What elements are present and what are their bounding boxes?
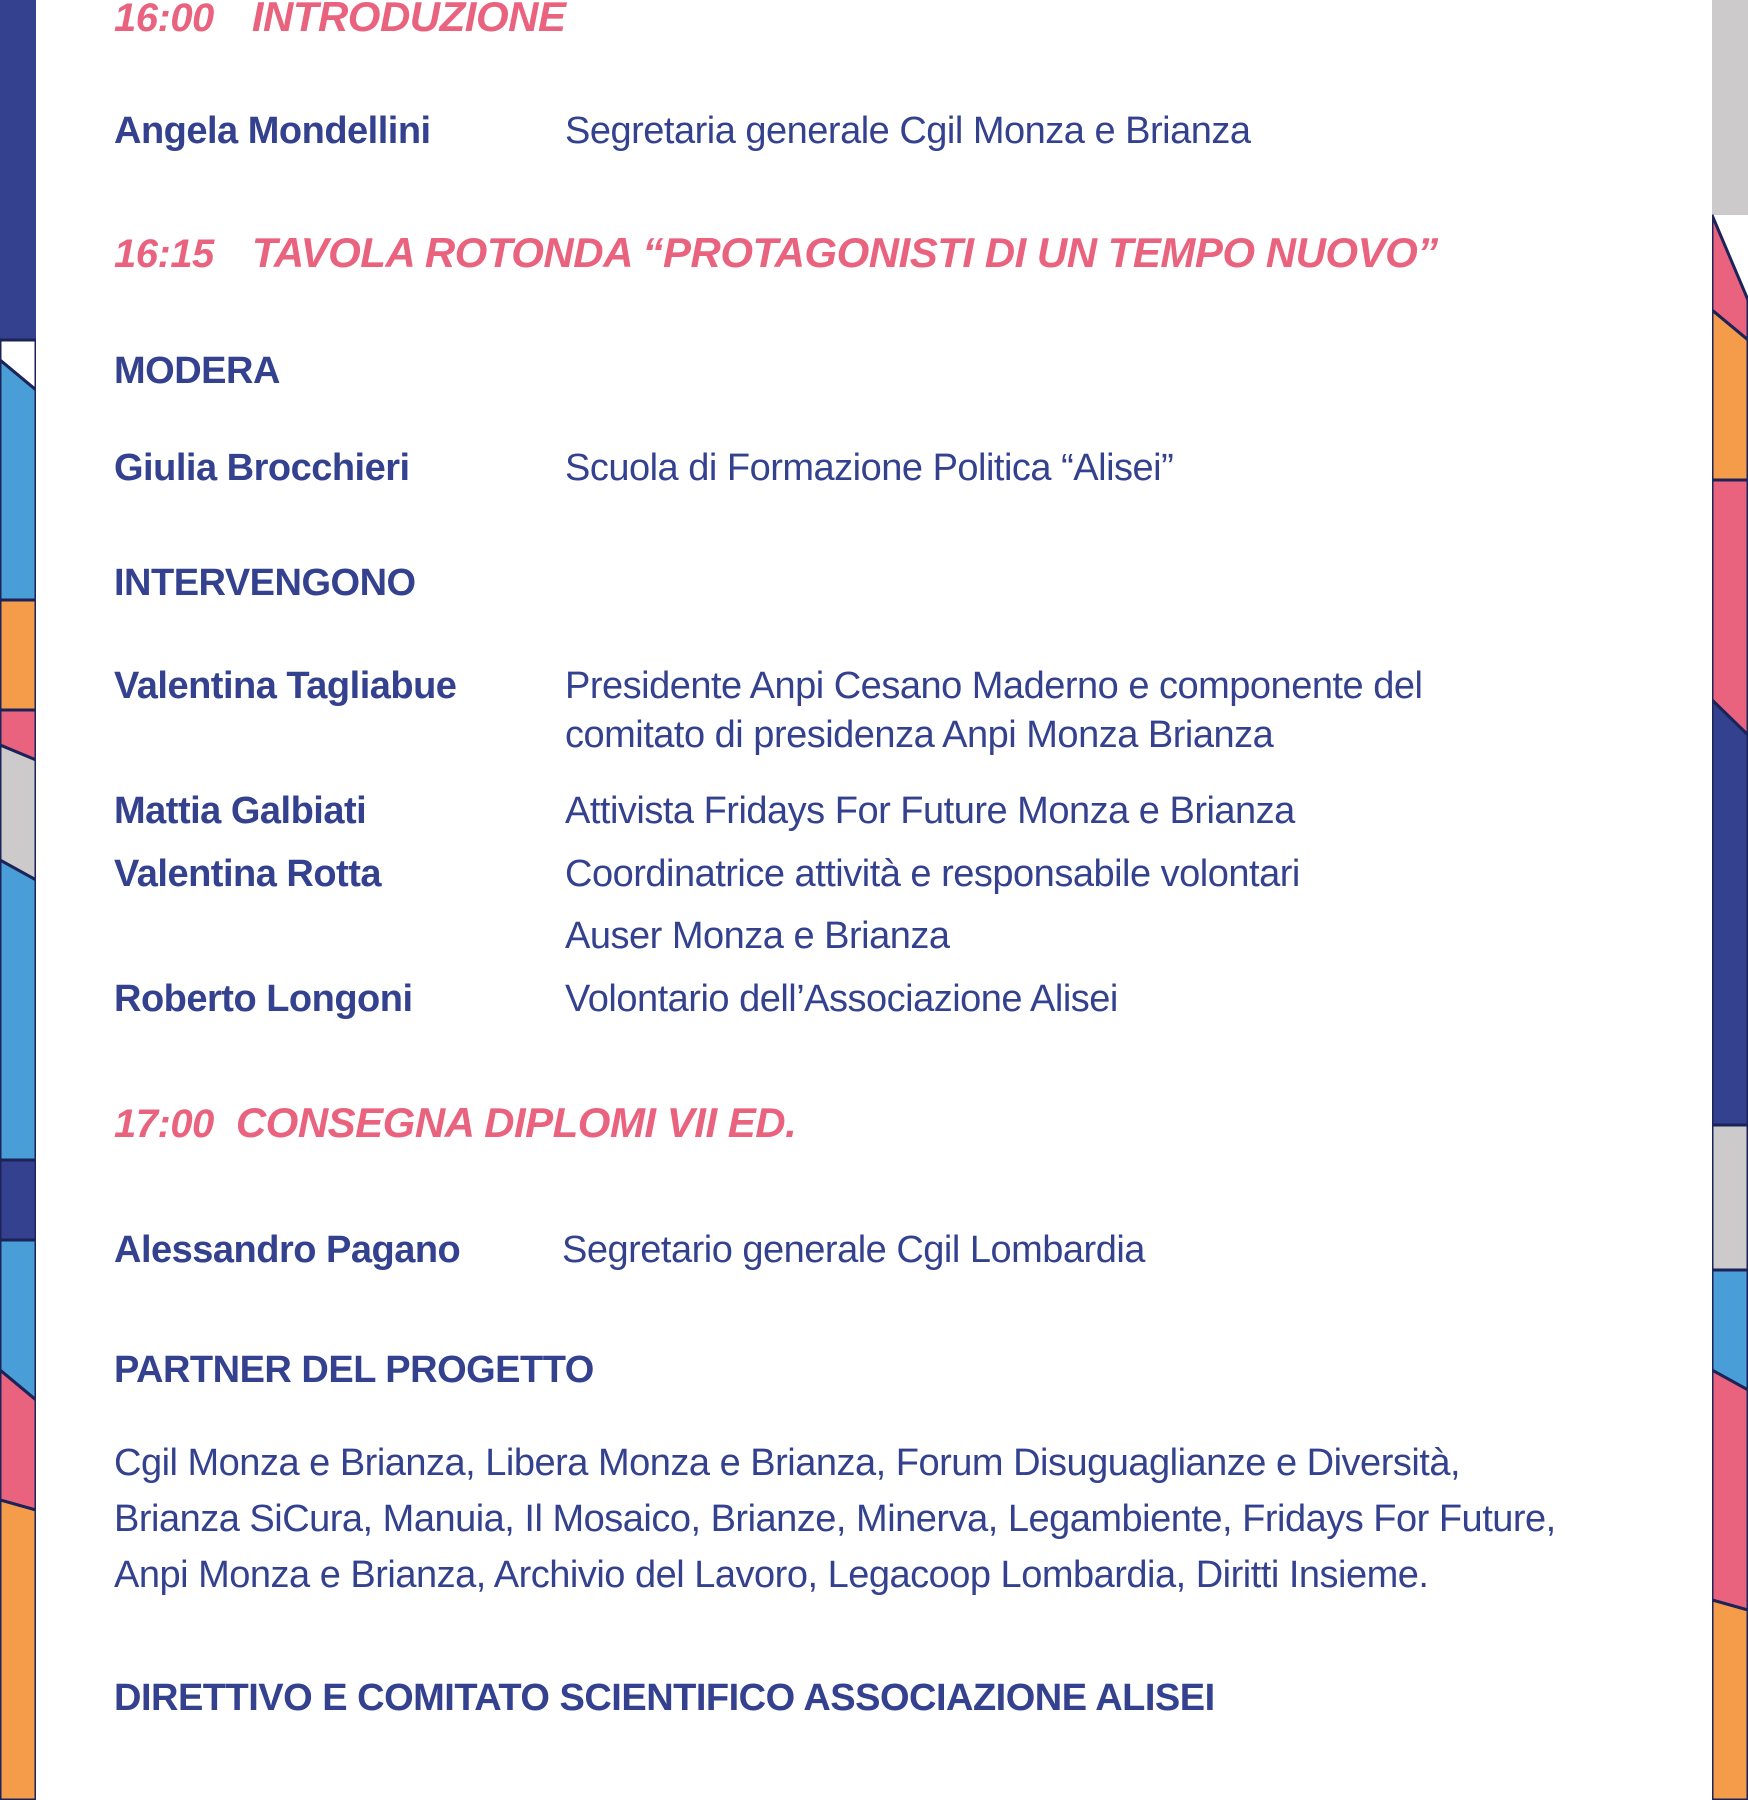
partners-line: Brianza SiCura, Manuia, Il Mosaico, Brianze, Minerva, Legambiente, Fridays For Future,	[114, 1498, 1556, 1540]
session-time: 16:15	[114, 232, 214, 276]
speaker-name: Giulia Brocchieri	[114, 447, 410, 489]
speaker-role: Scuola di Formazione Politica “Alisei”	[565, 447, 1174, 489]
speaker-role: Volontario dell’Associazione Alisei	[565, 978, 1118, 1020]
speaker-role: Attivista Fridays For Future Monza e Brianza	[565, 790, 1295, 832]
session-heading-diplomas	[114, 1098, 796, 1149]
partners-label: PARTNER DEL PROGETTO	[114, 1349, 594, 1391]
partners-line: Cgil Monza e Brianza, Libera Monza e Brianza, Forum Disuguaglianze e Diversità,	[114, 1442, 1461, 1484]
moderator-label: MODERA	[114, 350, 280, 392]
partners-line: Anpi Monza e Brianza, Archivio del Lavoro, Legacoop Lombardia, Diritti Insieme.	[114, 1554, 1429, 1596]
committee-label: DIRETTIVO E COMITATO SCIENTIFICO ASSOCIAZIONE ALISEI	[114, 1677, 1215, 1719]
speaker-role-continued: Auser Monza e Brianza	[565, 915, 950, 957]
speaker-name: Valentina Tagliabue	[114, 665, 457, 707]
speaker-name: Alessandro Pagano	[114, 1229, 461, 1271]
speaker-name: Valentina Rotta	[114, 853, 381, 895]
speaker-role: Coordinatrice attività e responsabile volontari	[565, 853, 1300, 895]
speaker-name: Angela Mondellini	[114, 110, 431, 152]
partners-list	[114, 1435, 1704, 1603]
panel-label: INTERVENGONO	[114, 562, 416, 604]
speaker-name: Roberto Longoni	[114, 978, 413, 1020]
session-time: 17:00	[114, 1102, 214, 1146]
speaker-role: Presidente Anpi Cesano Maderno e componente del	[565, 665, 1423, 707]
session-heading-round-table	[114, 228, 1438, 279]
speaker-name: Mattia Galbiati	[114, 790, 367, 832]
speaker-role: Segretaria generale Cgil Monza e Brianza	[565, 110, 1251, 152]
session-title-text: TAVOLA ROTONDA “PROTAGONISTI DI UN TEMPO NUOVO”	[251, 229, 1438, 276]
session-heading-intro	[114, 0, 565, 43]
session-title-text: CONSEGNA DIPLOMI VII ED.	[235, 1099, 797, 1146]
speaker-role: Segretario generale Cgil Lombardia	[562, 1229, 1145, 1271]
session-time: 16:00	[114, 0, 214, 40]
speaker-role-continued: comitato di presidenza Anpi Monza Brianza	[565, 714, 1274, 756]
session-title-text: INTRODUZIONE	[251, 0, 566, 40]
